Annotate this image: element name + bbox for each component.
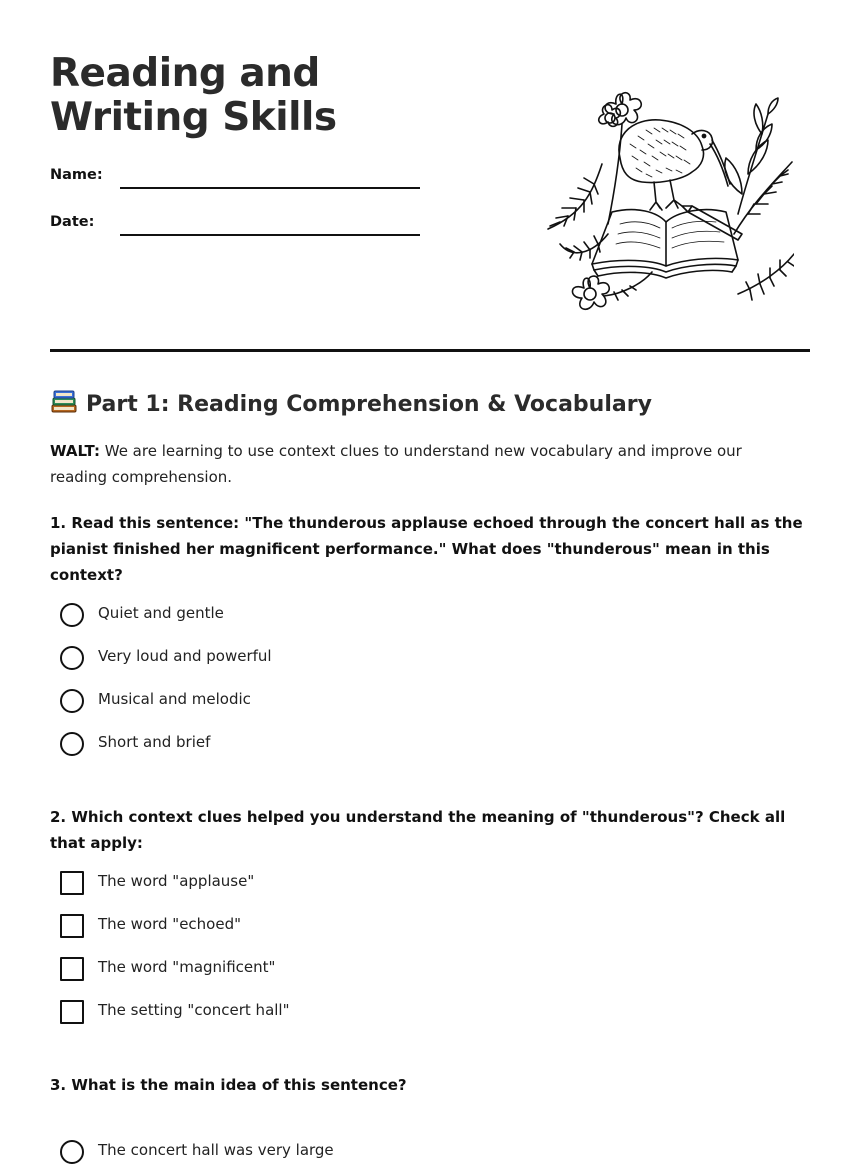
- section-title-text: Part 1: Reading Comprehension & Vocabulary: [86, 392, 652, 417]
- option-label: Short and brief: [98, 733, 211, 751]
- option-label: Quiet and gentle: [98, 604, 224, 622]
- books-icon: [50, 388, 78, 414]
- question-3-prompt: 3. What is the main idea of this sentence?: [50, 1076, 407, 1094]
- date-field-row: [50, 212, 420, 236]
- section-title-part1: [50, 388, 652, 421]
- radio-button[interactable]: [60, 603, 84, 627]
- option-label: The word "echoed": [98, 915, 242, 933]
- kiwi-book-illustration: [542, 84, 794, 314]
- walt-text: We are learning to use context clues to understand new vocabulary and improve our reading comprehension.: [50, 442, 742, 486]
- radio-button[interactable]: [60, 732, 84, 756]
- question-1-prompt: 1. Read this sentence: "The thunderous applause echoed through the concert hall as the pianist finished her magnificent performance." What does "thunderous" mean in this context?: [50, 514, 803, 584]
- option-label: The setting "concert hall": [98, 1001, 290, 1019]
- checkbox[interactable]: [60, 1000, 84, 1024]
- name-label: Name:: [50, 167, 103, 183]
- date-field[interactable]: [120, 234, 420, 236]
- walt-statement: [50, 438, 790, 490]
- radio-button[interactable]: [60, 689, 84, 713]
- option-label: The word "magnificent": [98, 958, 276, 976]
- option-label: Musical and melodic: [98, 690, 251, 708]
- date-label: Date:: [50, 214, 95, 230]
- question-2-prompt: 2. Which context clues helped you understand the meaning of "thunderous"? Check all that apply:: [50, 808, 786, 852]
- kiwi-bird-icon: [619, 120, 730, 210]
- name-field-row: [50, 165, 420, 189]
- checkbox[interactable]: [60, 957, 84, 981]
- checkbox[interactable]: [60, 871, 84, 895]
- radio-button[interactable]: [60, 646, 84, 670]
- flower-bottom-left-icon: [572, 276, 609, 309]
- header-divider: [50, 349, 810, 352]
- checkbox[interactable]: [60, 914, 84, 938]
- worksheet-header: [50, 0, 810, 352]
- radio-button[interactable]: [60, 1140, 84, 1164]
- walt-label: WALT:: [50, 442, 100, 460]
- page-title: Reading and Writing Skills: [50, 51, 337, 140]
- option-label: The word "applause": [98, 872, 255, 890]
- name-field[interactable]: [120, 187, 420, 189]
- option-label: Very loud and powerful: [98, 647, 272, 665]
- flower-top-left-icon: [599, 93, 641, 127]
- option-label: The concert hall was very large: [98, 1141, 334, 1159]
- worksheet-page: [50, 0, 810, 1159]
